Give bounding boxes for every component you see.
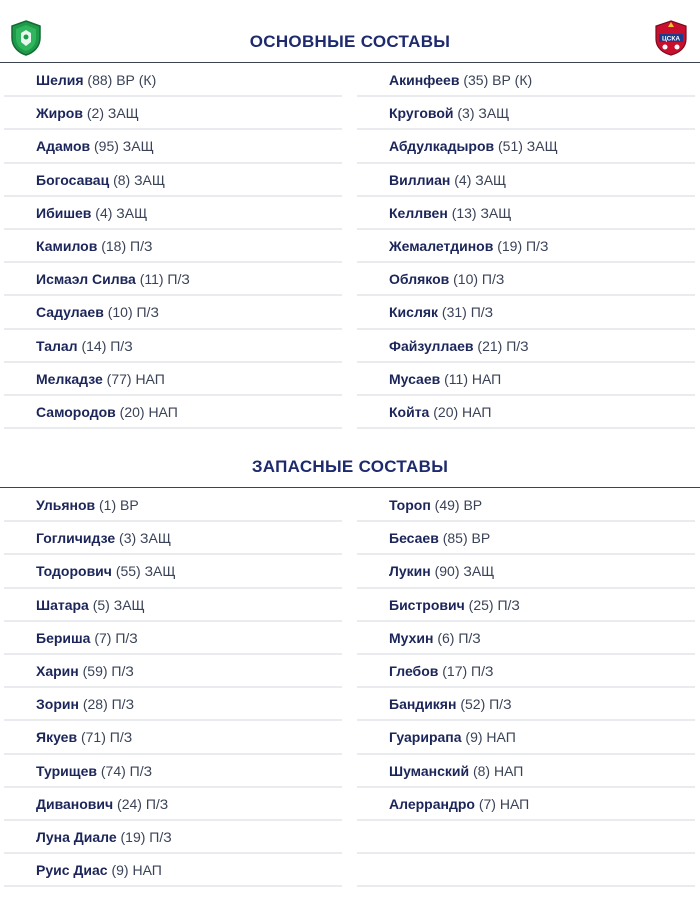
player-name: Келлвен [389, 204, 448, 221]
player-row [357, 64, 695, 97]
player-name: Акинфеев [389, 72, 460, 88]
player-row [4, 555, 342, 588]
player-name: Гогличидзе [36, 530, 116, 547]
player-row [4, 854, 342, 887]
player-name: Алеррандро [389, 795, 475, 812]
subs-divider [0, 487, 700, 488]
player-number-position: (18) П/З [101, 237, 153, 254]
player-number-position: (21) П/З [477, 337, 529, 354]
player-number-position: (20) НАП [119, 403, 178, 420]
player-number-position: (1) ВР [99, 497, 139, 513]
player-number-position: (31) П/З [441, 304, 494, 321]
main-away-lineup [357, 64, 695, 429]
player-number-position: (13) ЗАЩ [451, 204, 512, 221]
player-number-position: (11) П/З [139, 271, 190, 288]
player-row [4, 688, 342, 721]
player-name: Лукин [389, 563, 431, 580]
player-name: Садулаев [36, 304, 104, 321]
player-number-position: (90) ЗАЩ [434, 563, 495, 580]
player-row [4, 197, 342, 230]
player-row [357, 489, 695, 522]
player-row [357, 330, 695, 363]
player-row [4, 788, 342, 821]
player-number-position: (25) П/З [468, 596, 520, 613]
player-number-position: (55) ЗАЩ [115, 563, 176, 580]
player-number-position: (88) ВР (К) [87, 72, 157, 88]
player-row [357, 622, 695, 655]
player-row [4, 396, 342, 429]
player-number-position: (95) ЗАЩ [94, 138, 154, 155]
player-name: Круговой [389, 105, 454, 122]
player-row [357, 130, 695, 163]
player-number-position: (71) П/З [80, 729, 133, 746]
player-row [4, 330, 342, 363]
main-divider [0, 62, 700, 63]
player-row [357, 363, 695, 396]
player-name: Бистрович [389, 596, 465, 613]
player-number-position: (7) П/З [94, 629, 138, 646]
player-number-position: (74) П/З [100, 762, 153, 779]
player-number-position: (77) НАП [106, 370, 165, 387]
player-name: Абдулкадыров [389, 138, 495, 155]
player-number-position: (3) ЗАЩ [457, 105, 510, 122]
player-name: Руис Диас [36, 862, 108, 879]
empty-row [357, 854, 695, 887]
player-row [4, 489, 342, 522]
player-row [357, 296, 695, 329]
player-row [357, 655, 695, 688]
player-name: Шелия [36, 72, 84, 88]
player-name: Шуманский [389, 762, 470, 779]
player-name: Глебов [389, 662, 439, 679]
empty-row [357, 821, 695, 854]
player-row [4, 622, 342, 655]
player-row [357, 589, 695, 622]
player-name: Ульянов [36, 497, 96, 513]
main-home-lineup [4, 64, 342, 429]
player-name: Исмаэл Силва [36, 271, 136, 288]
player-name: Камилов [36, 237, 98, 254]
player-row [357, 97, 695, 130]
player-number-position: (7) НАП [478, 795, 530, 812]
player-number-position: (4) ЗАЩ [95, 204, 148, 221]
player-row [4, 589, 342, 622]
player-name: Турищев [36, 762, 97, 779]
player-row [357, 755, 695, 788]
player-row [357, 230, 695, 263]
player-name: Богосавац [36, 171, 110, 188]
player-name: Виллиан [389, 171, 451, 188]
player-name: Бесаев [389, 530, 439, 547]
player-name: Гуарирапа [389, 729, 462, 746]
player-number-position: (49) ВР [434, 497, 483, 513]
player-number-position: (3) ЗАЩ [119, 530, 171, 547]
player-name: Ибишев [36, 204, 92, 221]
player-row [4, 522, 342, 555]
player-name: Обляков [389, 271, 450, 288]
player-row [357, 721, 695, 754]
player-name: Койта [389, 403, 430, 420]
player-number-position: (24) П/З [117, 795, 169, 812]
player-number-position: (10) П/З [107, 304, 159, 321]
player-number-position: (2) ЗАЩ [86, 105, 139, 122]
player-name: Бандикян [389, 696, 457, 713]
player-name: Жиров [36, 105, 83, 122]
player-row [357, 396, 695, 429]
player-name: Зорин [36, 696, 79, 713]
subs-home-lineup [4, 489, 342, 887]
player-name: Тодорович [36, 563, 112, 580]
player-number-position: (52) П/З [460, 696, 512, 713]
player-number-position: (28) П/З [82, 696, 135, 713]
player-row [357, 522, 695, 555]
player-row [4, 821, 342, 854]
player-number-position: (5) ЗАЩ [92, 596, 145, 613]
subs-away-lineup [357, 489, 695, 887]
player-name: Мухин [389, 629, 434, 646]
substitutes-title: ЗАПАСНЫЕ СОСТАВЫ [251, 457, 449, 476]
player-row [357, 555, 695, 588]
player-row [357, 164, 695, 197]
player-row [4, 164, 342, 197]
player-name: Луна Диале [36, 828, 117, 845]
player-name: Мелкадзе [36, 370, 103, 387]
main-lineups-title: ОСНОВНЫЕ СОСТАВЫ [249, 32, 451, 51]
cska-logo-text: ЦСКА [661, 35, 681, 43]
player-name: Шатара [36, 596, 89, 613]
player-number-position: (51) ЗАЩ [498, 138, 558, 155]
player-row [4, 296, 342, 329]
player-number-position: (8) ЗАЩ [113, 171, 165, 188]
player-number-position: (20) НАП [433, 403, 492, 420]
player-row [4, 655, 342, 688]
player-name: Талал [36, 337, 78, 354]
player-row [4, 721, 342, 754]
player-row [357, 197, 695, 230]
player-name: Якуев [36, 729, 78, 746]
player-name: Файзуллаев [389, 337, 474, 354]
player-number-position: (35) ВР (К) [463, 72, 533, 88]
player-name: Диванович [36, 795, 114, 812]
player-number-position: (19) П/З [120, 828, 172, 845]
player-row [4, 230, 342, 263]
player-name: Адамов [36, 138, 91, 155]
player-number-position: (85) ВР [442, 530, 491, 547]
player-name: Харин [36, 662, 79, 679]
player-row [4, 363, 342, 396]
player-number-position: (6) П/З [437, 629, 481, 646]
player-number-position: (19) П/З [497, 237, 549, 254]
player-row [4, 263, 342, 296]
player-number-position: (8) НАП [472, 762, 524, 779]
player-row [4, 97, 342, 130]
player-row [357, 688, 695, 721]
player-name: Кисляк [389, 304, 439, 321]
player-row [4, 64, 342, 97]
player-number-position: (11) НАП [444, 370, 502, 387]
player-row [4, 130, 342, 163]
player-row [4, 755, 342, 788]
player-number-position: (14) П/З [81, 337, 133, 354]
player-number-position: (9) НАП [111, 862, 162, 879]
player-row [357, 263, 695, 296]
player-number-position: (10) П/З [453, 271, 505, 288]
player-number-position: (4) ЗАЩ [454, 171, 507, 188]
player-number-position: (9) НАП [465, 729, 516, 746]
player-name: Самородов [36, 403, 116, 420]
player-name: Тороп [389, 497, 431, 513]
player-name: Мусаев [389, 370, 441, 387]
player-name: Жемалетдинов [389, 237, 494, 254]
player-row [357, 788, 695, 821]
player-name: Бериша [36, 629, 91, 646]
player-number-position: (59) П/З [82, 662, 134, 679]
player-number-position: (17) П/З [442, 662, 494, 679]
